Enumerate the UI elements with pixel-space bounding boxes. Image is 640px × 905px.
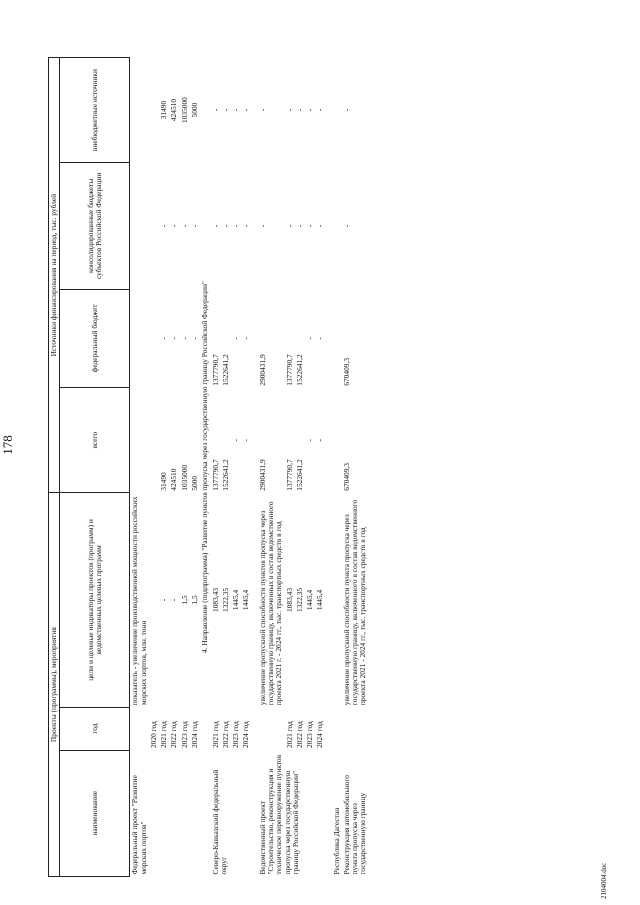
extrabudget-header: внебюджетные источники bbox=[60, 58, 130, 163]
financing-table bbox=[48, 57, 369, 877]
indicator-cell: 1083,43 bbox=[284, 587, 294, 612]
financing-group-header: Источники финансирования на период, тыс. рублей bbox=[49, 58, 60, 493]
total-header: всего bbox=[60, 388, 130, 493]
section-4-heading: 4. Направление (подпрограмма) "Развитие пунктов пропуска через государственную границу Российской Федерации" bbox=[200, 281, 210, 653]
total-cell: 1522641,2 bbox=[220, 459, 230, 491]
extra-cell: 5000 bbox=[189, 102, 199, 118]
table-row bbox=[130, 58, 149, 877]
dagestan-project-name: Реконструкция автомобильного пункта пропуска через государственную границу bbox=[341, 775, 368, 875]
federal-cell bbox=[149, 289, 159, 388]
year-cell: 2024 год bbox=[315, 721, 325, 749]
federal-cell: - bbox=[169, 337, 179, 340]
regional-cell: - bbox=[220, 224, 230, 228]
dagestan-region: Республика Дагестан bbox=[331, 807, 341, 875]
table-row bbox=[332, 58, 342, 877]
total-cell: 1377790,7 bbox=[284, 459, 294, 491]
total-cell: - bbox=[305, 439, 315, 442]
dagestan-indicator: увеличение пропускной способности пункта пропуска через государственную границу, включенного в состав ведомственного проекта 2021 - 2024 гг., тыс. транспортных средств в год bbox=[341, 499, 368, 706]
indicator-cell: 1445,4 bbox=[315, 589, 325, 611]
header-row bbox=[60, 58, 130, 877]
total-cell: 424510 bbox=[169, 468, 179, 491]
indicator-cell: 1445,4 bbox=[231, 589, 241, 611]
regional-cell: - bbox=[231, 224, 241, 228]
year-cell: 2024 год bbox=[189, 721, 199, 749]
year-cell: 2022 год bbox=[294, 721, 304, 749]
year-cell: 2024 год bbox=[241, 721, 251, 749]
extra-cell: - bbox=[220, 108, 230, 112]
year-cell: 2023 год bbox=[179, 721, 189, 749]
page-number: 178 bbox=[0, 435, 15, 455]
total-cell: 5000 bbox=[189, 475, 199, 491]
extra-cell: - bbox=[315, 108, 325, 112]
federal-cell: - bbox=[179, 337, 189, 340]
year-cell: 2021 год bbox=[159, 721, 169, 749]
federal-cell: 1377790,7 bbox=[210, 354, 220, 386]
federal-cell: 1522641,2 bbox=[294, 354, 304, 386]
extra-cell: - bbox=[231, 108, 241, 112]
table-row bbox=[342, 58, 369, 877]
regional-cell: - bbox=[294, 224, 304, 228]
total-cell bbox=[149, 388, 159, 493]
extra-cell: - bbox=[305, 108, 315, 112]
regional-cell: - bbox=[169, 224, 179, 228]
goals-header: цели и целевые индикаторы проектов (программ) и ведомственных целевых программ bbox=[60, 493, 130, 707]
federal-cell: 1377790,7 bbox=[284, 354, 294, 386]
federal-cell: - bbox=[189, 337, 199, 340]
indicator-cell: - bbox=[159, 598, 169, 602]
indicator-cell: 1445,4 bbox=[241, 589, 251, 611]
regional-cell: - bbox=[305, 224, 315, 228]
federal-cell: - bbox=[159, 337, 169, 340]
indicator-cell bbox=[149, 493, 159, 707]
regional-cell: - bbox=[210, 224, 220, 228]
regional-cell: - bbox=[189, 224, 199, 228]
year-header: год bbox=[60, 707, 130, 750]
ports-project-name: Федеральный проект "Развитие морских портов" bbox=[130, 775, 148, 875]
regional-cell: - bbox=[315, 224, 325, 228]
regional-cell: - bbox=[241, 224, 251, 228]
year-cell: 2021 год bbox=[210, 721, 220, 749]
table-row bbox=[258, 58, 285, 877]
federal-cell: - bbox=[231, 337, 241, 340]
federal-cell: - bbox=[315, 337, 325, 340]
federal-header: федеральный бюджет bbox=[60, 289, 130, 388]
extra-cell: 424510 bbox=[169, 98, 179, 122]
regional-cell bbox=[149, 163, 159, 289]
year-cell: 2020 год bbox=[148, 721, 158, 749]
ports-indicator: показатель - увеличение производственной мощности российских морских портов, млн. тонн bbox=[130, 496, 148, 706]
vedom-regional: - bbox=[257, 224, 267, 228]
total-cell: - bbox=[315, 439, 325, 442]
vedom-extra: - bbox=[257, 108, 267, 112]
year-cell: 2022 год bbox=[220, 721, 230, 749]
dagestan-regional: - bbox=[341, 224, 351, 228]
ncfd-name: Северо-Кавказский федеральный округ bbox=[210, 769, 228, 875]
vedom-indicator: увеличение пропускной способности пунктов пропуска через государственную границу, включенных в состав ведомственного проекта 2021 г. - 2024 гг., тыс. транспортных средств в год bbox=[257, 501, 284, 706]
vedom-total: 2900431,9 bbox=[257, 459, 267, 491]
extra-cell: 31490 bbox=[159, 100, 169, 120]
regional-cell: - bbox=[159, 224, 169, 228]
extra-cell: 1035000 bbox=[179, 97, 189, 123]
year-cell: 2021 год bbox=[284, 721, 294, 749]
regional-cell: - bbox=[179, 224, 189, 228]
federal-cell: - bbox=[241, 337, 251, 340]
extra-cell: - bbox=[241, 108, 251, 112]
year-cell: 2023 год bbox=[231, 721, 241, 749]
year-cell: 2022 год bbox=[169, 721, 179, 749]
federal-cell: 1522641,2 bbox=[220, 354, 230, 386]
total-cell: 31490 bbox=[159, 472, 169, 491]
section-heading-row bbox=[200, 58, 210, 877]
indicator-cell: 1322,35 bbox=[294, 587, 304, 612]
vedom-project-name: Ведомственный проект "Строительство, реконструкция и техническое перевооружение пунктов пропуска через государственную границу Российской Федерации" bbox=[257, 754, 300, 875]
indicator-cell: 1,5 bbox=[189, 595, 199, 605]
federal-cell: - bbox=[305, 337, 315, 340]
indicator-cell: 1,5 bbox=[179, 595, 189, 605]
extra-cell: - bbox=[294, 108, 304, 112]
total-cell: - bbox=[231, 439, 241, 442]
indicator-cell: 1083,43 bbox=[210, 587, 220, 612]
indicator-cell: - bbox=[169, 598, 179, 602]
vedom-federal: 2900431,9 bbox=[257, 354, 267, 386]
total-cell: 1522641,2 bbox=[294, 459, 304, 491]
table-row bbox=[211, 58, 221, 877]
extra-cell bbox=[149, 58, 159, 163]
extra-cell: - bbox=[284, 108, 294, 112]
year-cell: 2023 год bbox=[305, 721, 315, 749]
total-cell: 1035000 bbox=[179, 464, 189, 491]
projects-group-header: Проекты (программы), мероприятия bbox=[49, 493, 60, 877]
dagestan-extra: - bbox=[341, 108, 351, 112]
indicator-cell: 1322,35 bbox=[220, 587, 230, 612]
regional-cell: - bbox=[284, 224, 294, 228]
total-cell: - bbox=[241, 439, 251, 442]
document-code: 2104004.doc bbox=[600, 862, 608, 899]
dagestan-total: 670409,3 bbox=[341, 463, 351, 491]
header-group-row bbox=[49, 58, 60, 877]
name-header: наименование bbox=[60, 750, 130, 876]
dagestan-federal: 670409,3 bbox=[341, 357, 351, 386]
regional-header: консолидированные бюджеты субъектов Российской Федерации bbox=[60, 163, 130, 289]
indicator-cell: 1445,4 bbox=[305, 589, 315, 611]
total-cell: 1377790,7 bbox=[210, 459, 220, 491]
extra-cell: - bbox=[210, 108, 220, 112]
